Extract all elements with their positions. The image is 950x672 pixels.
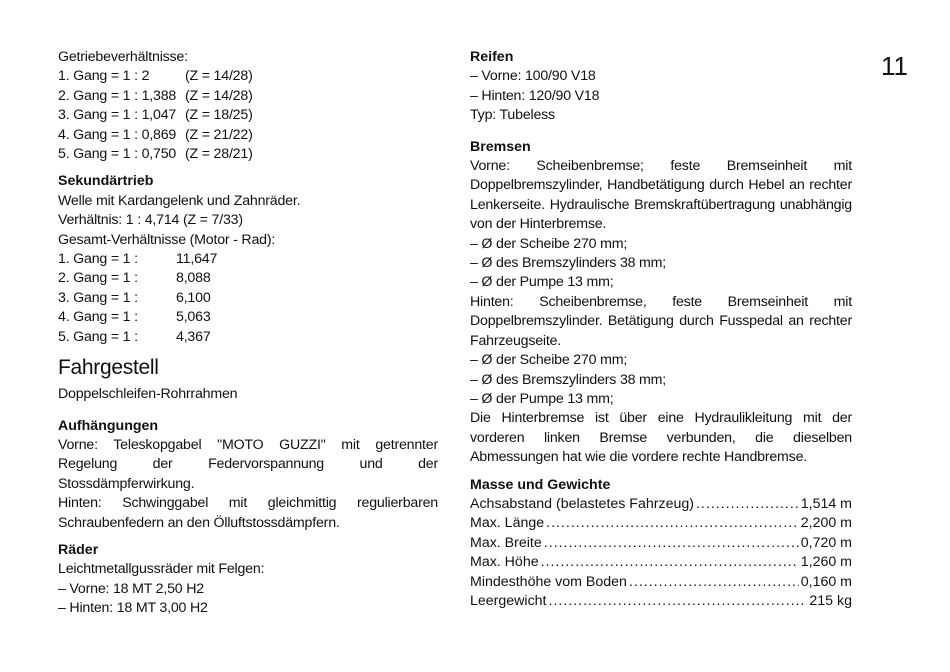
wheels-text: Leichtmetallgussräder mit Felgen: (58, 561, 265, 578)
gear-ratio-row (58, 106, 438, 125)
dimension-label: Achsabstand (belastetes Fahrzeug) (470, 495, 694, 512)
dimension-value: 0,720 m (800, 534, 852, 551)
gear-ratios-list (58, 67, 438, 164)
overall-value: 8,088 (176, 270, 211, 287)
dimension-label: Mindesthöhe vom Boden (470, 573, 627, 590)
gear-ratio: 2. Gang = 1 : 1,388 (58, 87, 177, 104)
overall-ratio-row (58, 308, 438, 327)
overall-gear: 4. Gang = 1 : (58, 309, 138, 326)
tires-rear: – Hinten: 120/90 V18 (470, 87, 600, 104)
dimension-label: Max. Höhe (470, 554, 539, 571)
secondary-drive-heading: Sekundärtrieb (58, 173, 154, 190)
overall-gear: 3. Gang = 1 : (58, 289, 138, 306)
gear-teeth: (Z = 18/25) (185, 107, 253, 124)
dimension-row (470, 573, 852, 592)
dimension-value: 215 kg (809, 592, 852, 609)
gear-ratio-row (58, 87, 438, 106)
dimension-value: 1,260 m (800, 554, 852, 571)
gear-ratio-row (58, 67, 438, 86)
overall-ratios-title: Gesamt-Verhältnisse (Motor - Rad): (58, 231, 276, 248)
brakes-rear-text: Hinten: Scheibenbremse, feste Bremseinheit mit Doppelbremszylinder. Betätigung durch Fusspedal an rechter Fahrzeugseite. (470, 293, 852, 349)
dimension-value: 1,514 m (800, 495, 852, 512)
secondary-drive-text: Welle mit Kardangelenk und Zahnräder. (58, 192, 301, 209)
gear-ratio-row (58, 126, 438, 145)
gear-teeth: (Z = 14/28) (185, 87, 253, 104)
dimension-row (470, 495, 852, 514)
suspension-heading: Aufhängungen (58, 417, 159, 434)
dimension-row (470, 592, 852, 611)
dimension-value: 0,160 m (800, 573, 852, 590)
gear-ratio-row (58, 145, 438, 164)
tires-front: – Vorne: 100/90 V18 (470, 68, 596, 85)
gear-teeth: (Z = 14/28) (185, 68, 253, 85)
wheels-heading: Räder (58, 541, 99, 558)
overall-value: 4,367 (176, 328, 211, 345)
dimension-label: Leergewicht (470, 592, 547, 609)
gear-ratios-title: Getriebeverhältnisse: (58, 49, 188, 65)
overall-ratio-row (58, 250, 438, 269)
suspension-front-text: Vorne: Teleskopgabel "MOTO GUZZI" mit getrennter Regelung der Federvorspannung und der Stossdämpferwirkung. (58, 436, 438, 492)
gear-ratio: 1. Gang = 1 : 2 (58, 68, 150, 85)
gear-ratio: 4. Gang = 1 : 0,869 (58, 126, 177, 143)
overall-value: 11,647 (176, 251, 218, 268)
page-number: 11 (881, 51, 908, 81)
tires-heading: Reifen (470, 49, 514, 65)
brakes-heading: Bremsen (470, 138, 531, 155)
overall-ratio-row (58, 289, 438, 308)
overall-gear: 1. Gang = 1 : (58, 251, 138, 268)
brakes-rear-item: – Ø des Bremszylinders 38 mm; (470, 371, 667, 388)
chassis-section-title: Fahrgestell (58, 356, 159, 380)
brakes-front-item: – Ø der Scheibe 270 mm; (470, 235, 628, 252)
chassis-text: Doppelschleifen-Rohrrahmen (58, 386, 238, 403)
overall-gear: 2. Gang = 1 : (58, 270, 138, 287)
dimension-label: Max. Länge (470, 515, 545, 532)
tires-type: Typ: Tubeless (470, 107, 555, 124)
left-column (58, 48, 438, 619)
overall-ratio-row (58, 269, 438, 288)
dimension-label: Max. Breite (470, 534, 542, 551)
brakes-front-item: – Ø des Bremszylinders 38 mm; (470, 255, 667, 272)
dimension-row (470, 534, 852, 553)
brakes-front-item: – Ø der Pumpe 13 mm; (470, 274, 614, 291)
gear-ratio: 5. Gang = 1 : 0,750 (58, 146, 177, 163)
brakes-rear-item: – Ø der Scheibe 270 mm; (470, 352, 628, 369)
gear-teeth: (Z = 21/22) (185, 126, 253, 143)
brakes-rear-item: – Ø der Pumpe 13 mm; (470, 390, 614, 407)
dimension-row (470, 514, 852, 533)
wheels-rear: – Hinten: 18 MT 3,00 H2 (58, 600, 208, 617)
overall-value: 5,063 (176, 309, 211, 326)
gear-ratio: 3. Gang = 1 : 1,047 (58, 107, 177, 124)
brakes-front-text: Vorne: Scheibenbremse; feste Bremseinheit mit Doppelbremszylinder, Handbetätigung durch Hebel an rechter Lenkerseite. Hydraulische Bremskraftübertragung unabhängig von der Hinterbremse. (470, 158, 852, 233)
dimensions-heading: Masse und Gewichte (470, 476, 611, 493)
overall-ratios-list (58, 250, 438, 347)
overall-ratio-row (58, 328, 438, 347)
gear-teeth: (Z = 28/21) (185, 146, 253, 163)
suspension-rear-text: Hinten: Schwinggabel mit gleichmittig regulierbaren Schraubenfedern an den Ölluftstossdämpfern. (58, 495, 438, 531)
overall-gear: 5. Gang = 1 : (58, 328, 138, 345)
secondary-drive-ratio: Verhältnis: 1 : 4,714 (Z = 7/33) (58, 212, 243, 229)
dimensions-table (470, 495, 852, 611)
dimension-row (470, 553, 852, 572)
dimension-value: 2,200 m (800, 515, 852, 532)
overall-value: 6,100 (176, 289, 211, 306)
brakes-note: Die Hinterbremse ist über eine Hydraulikleitung mit der vorderen linken Bremse verbunden, die dieselben Abmessungen hat wie die vordere rechte Handbremse. (470, 410, 852, 466)
right-column (470, 48, 852, 611)
wheels-front: – Vorne: 18 MT 2,50 H2 (58, 580, 204, 597)
